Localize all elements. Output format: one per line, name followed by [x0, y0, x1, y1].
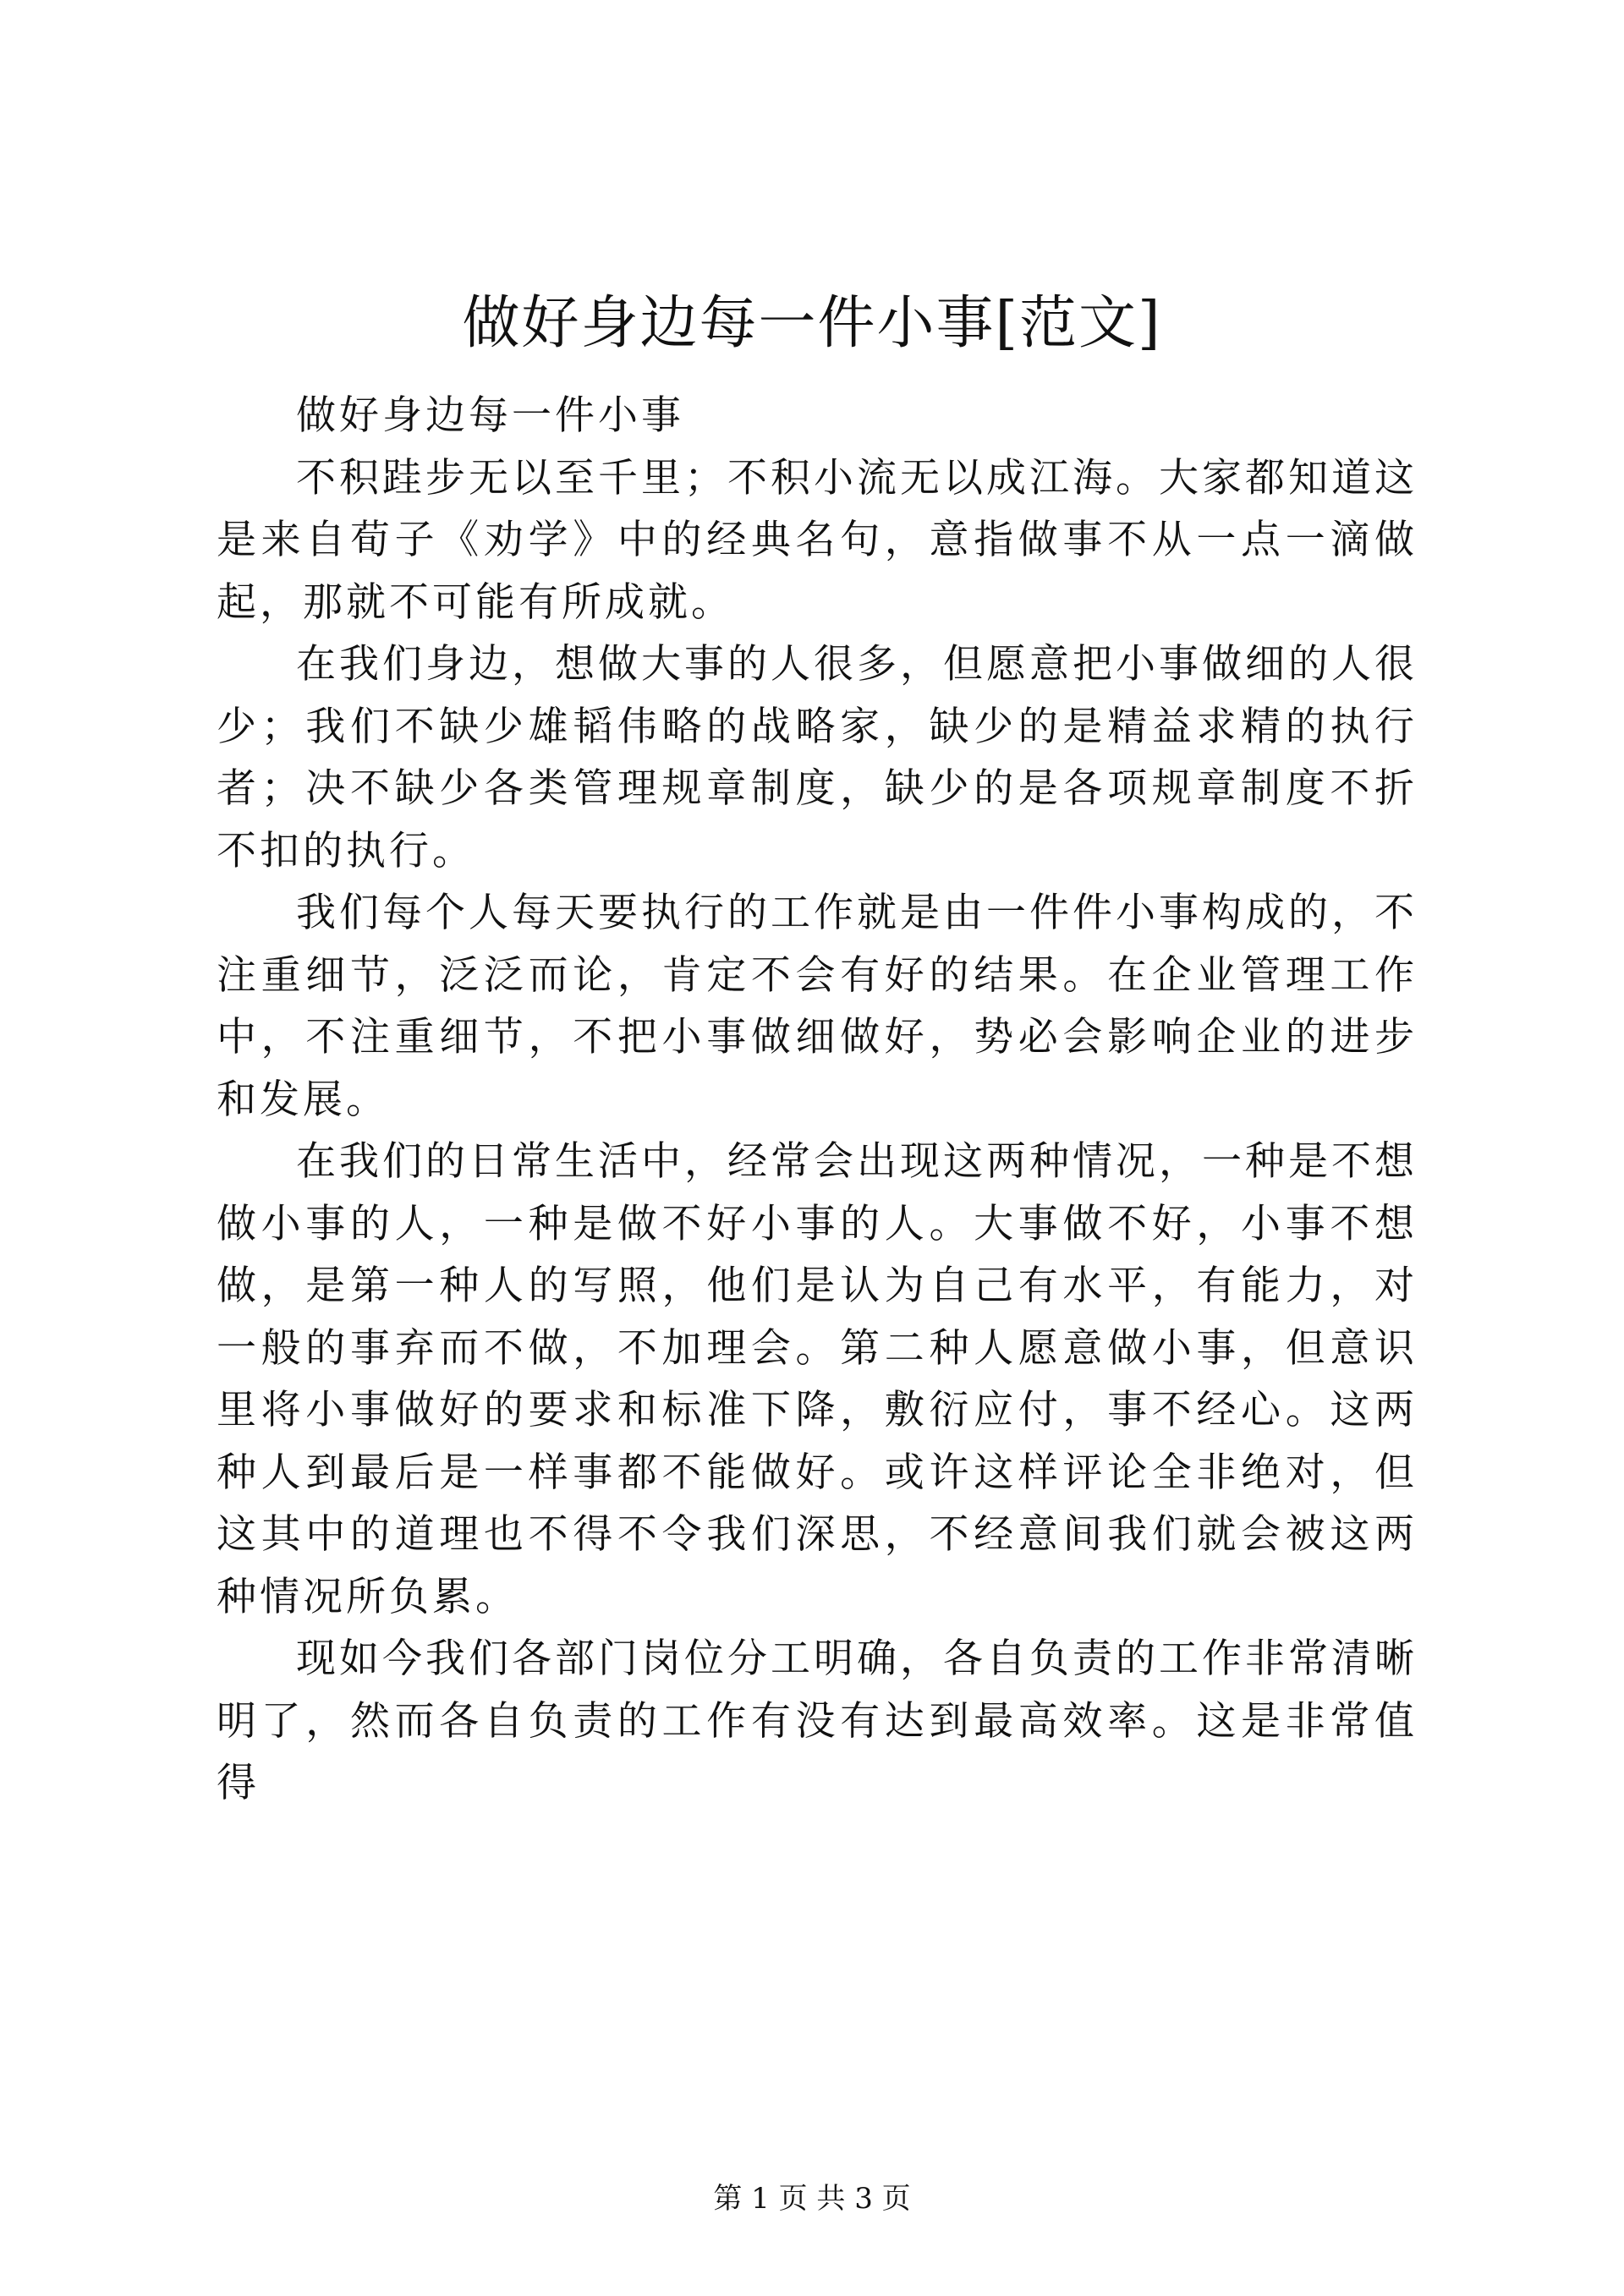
paragraph-2: 在我们身边，想做大事的人很多，但愿意把小事做细的人很少；我们不缺少雄韬伟略的战略家，缺少的是精益求精的执行者；决不缺少各类管理规章制度，缺少的是各项规章制度不折不扣的执行。	[217, 641, 1418, 874]
document-body	[217, 385, 1418, 1815]
document-title: 做好身边每一件小事[范文]	[462, 290, 1162, 357]
page-footer: 第 1 页 共 3 页	[713, 2182, 911, 2216]
paragraph-5: 现如今我们各部门岗位分工明确，各自负责的工作非常清晰明了，然而各自负责的工作有没有达到最高效率。这是非常值得	[217, 1636, 1418, 1806]
paragraph-3: 我们每个人每天要执行的工作就是由一件件小事构成的，不注重细节，泛泛而论，肯定不会有好的结果。在企业管理工作中，不注重细节，不把小事做细做好，势必会影响企业的进步和发展。	[217, 890, 1418, 1123]
document-subtitle: 做好身边每一件小事	[296, 392, 684, 439]
paragraph-4: 在我们的日常生活中，经常会出现这两种情况，一种是不想做小事的人，一种是做不好小事的人。大事做不好，小事不想做，是第一种人的写照，他们是认为自己有水平，有能力，对一般的事弃而不做，不加理会。第二种人愿意做小事，但意识里将小事做好的要求和标准下降，敷衍应付，事不经心。这两种人到最后是一样事都不能做好。或许这样评论全非绝对，但这其中的道理也不得不令我们深思，不经意间我们就会被这两种情况所负累。	[217, 1138, 1418, 1620]
paragraph-1: 不积跬步无以至千里；不积小流无以成江海。大家都知道这是来自荀子《劝学》中的经典名句，意指做事不从一点一滴做起，那就不可能有所成就。	[217, 454, 1418, 626]
